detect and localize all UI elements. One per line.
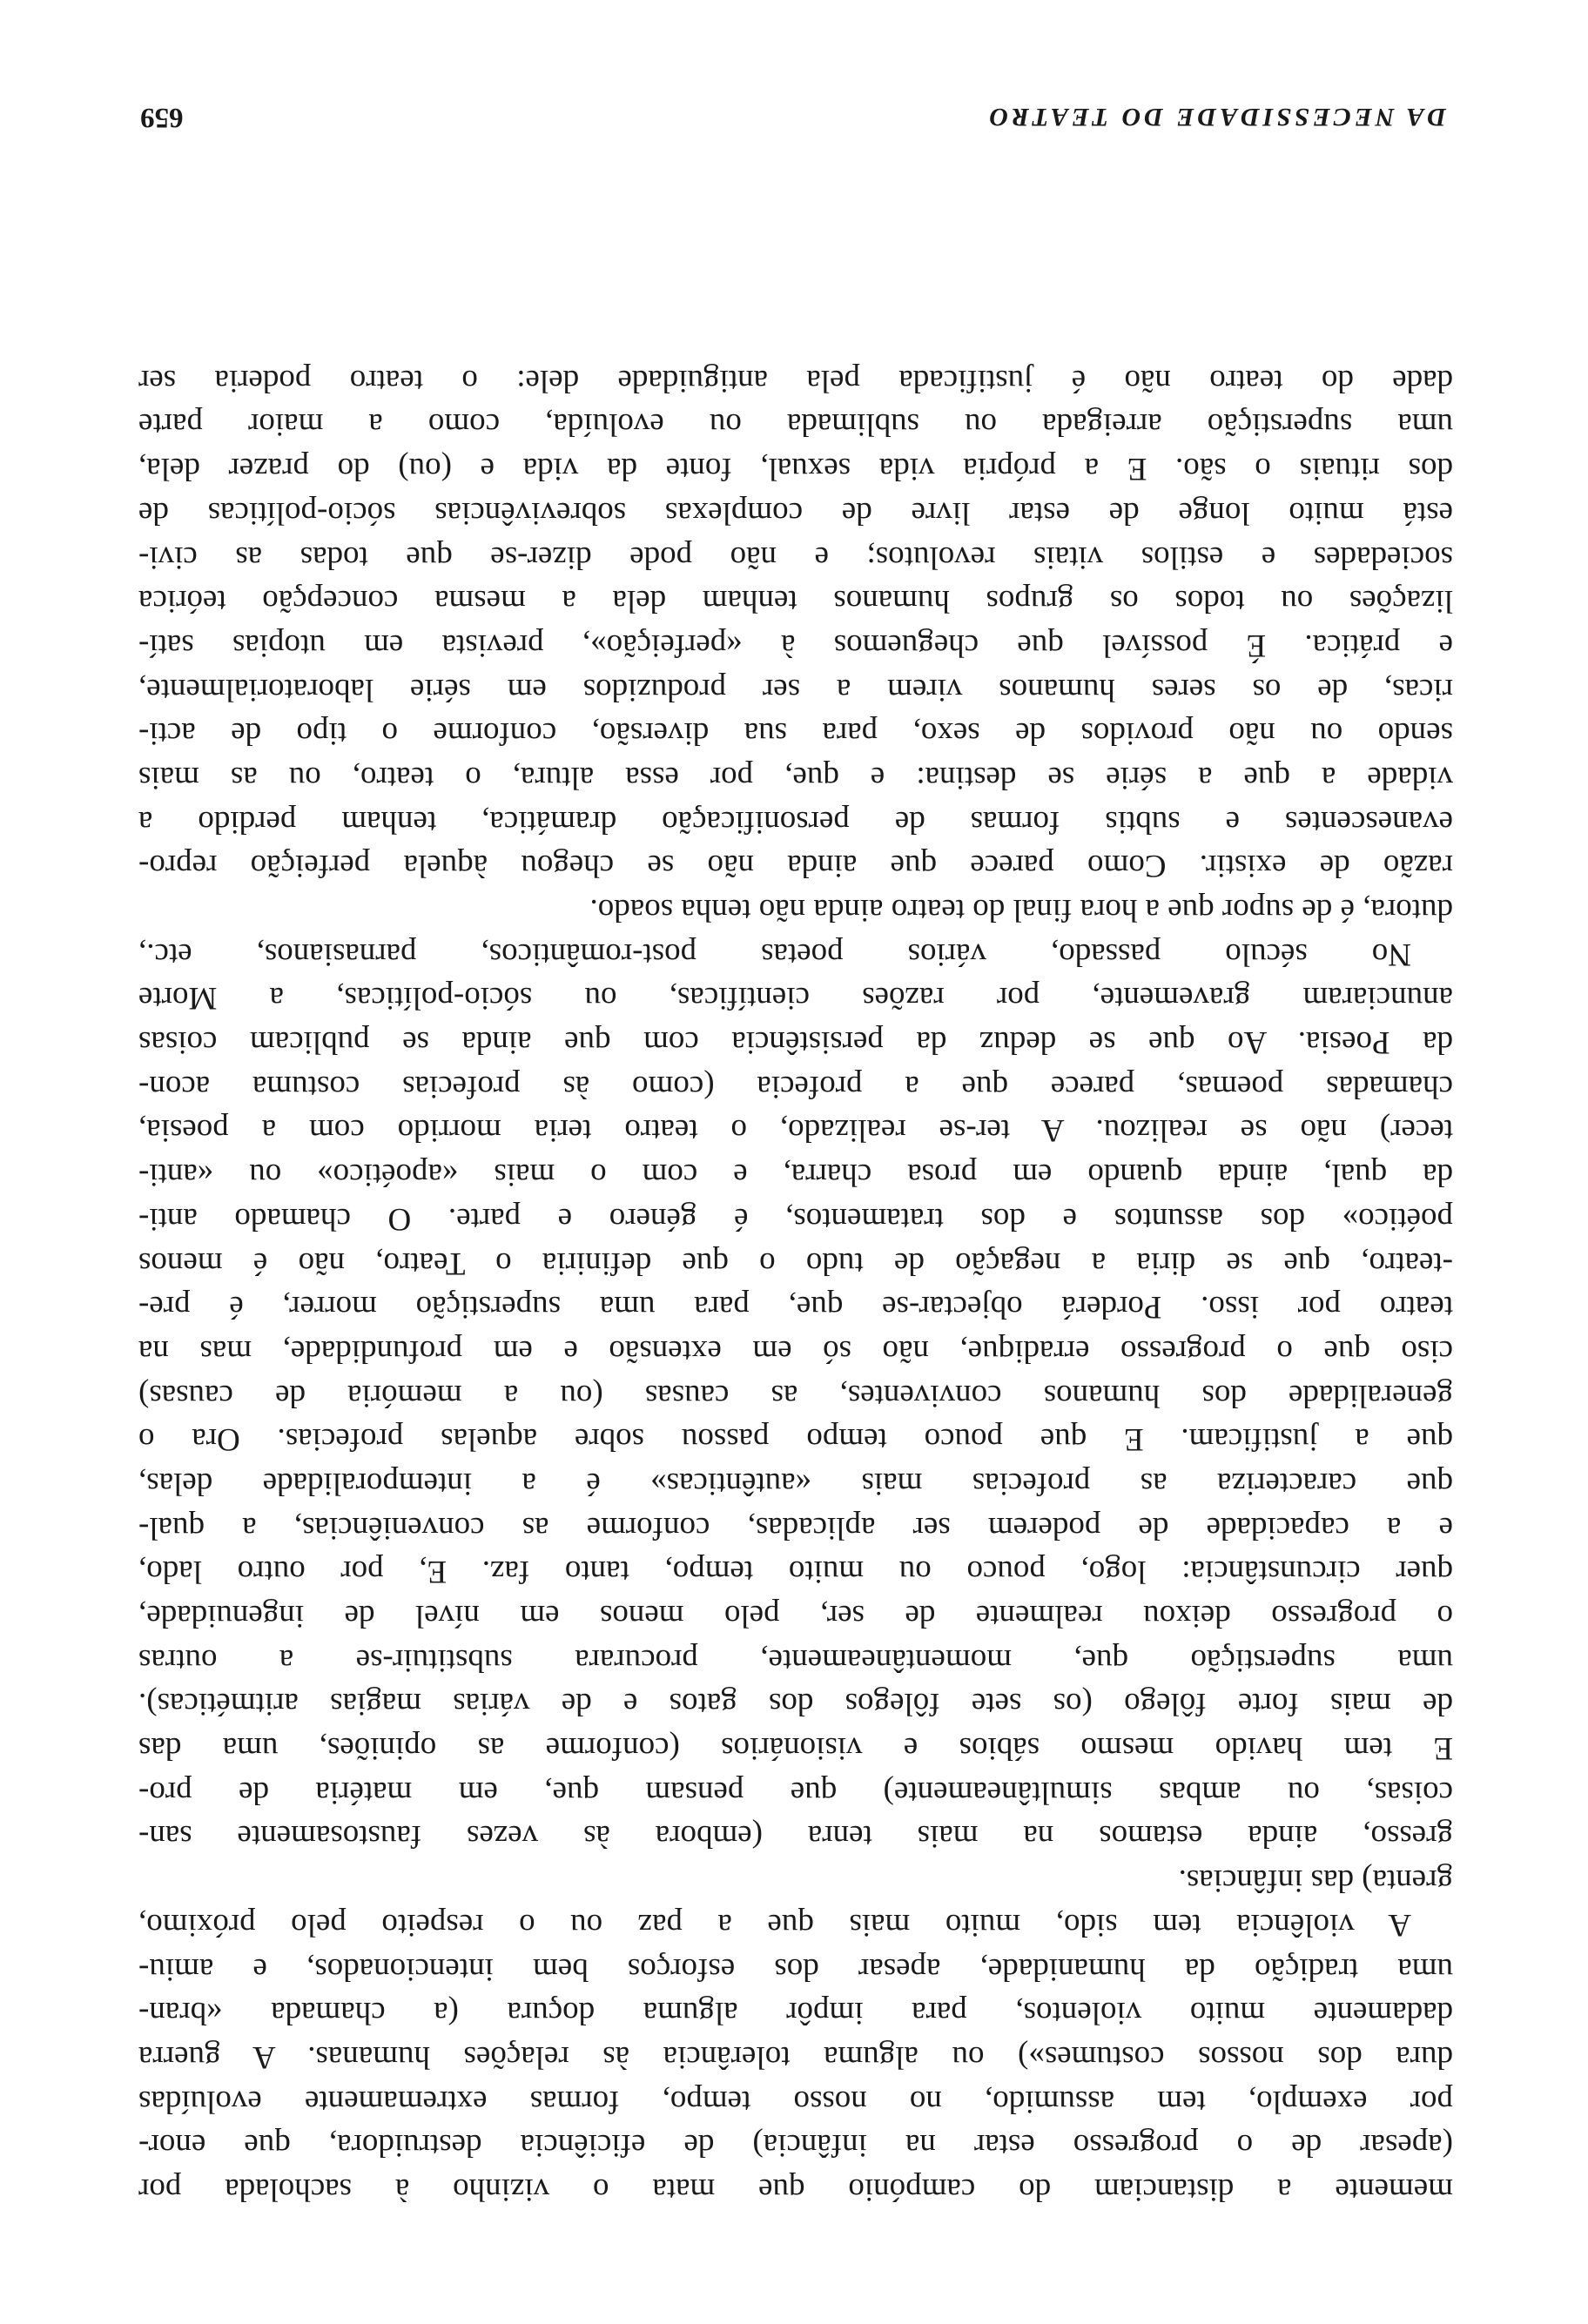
text-line: sociedades e estilos vitais revolutos; e não pode dizer-se que todas as civi-: [138, 539, 1453, 575]
text-line: ciso que o progresso erradique, não só em extensão e em profundidade, mas na: [138, 1333, 1453, 1369]
text-line: sendo ou não providos de sexo, para sua diversão, conforme o tipo de acti-: [138, 715, 1453, 752]
text-line: quer circunstância: logo, pouco ou muito tempo, tanto faz. E, por outro lado,: [138, 1554, 1453, 1590]
text-line: tecer) não se realizou. A ter-se realizado, o teatro teria morrido com a poesia,: [138, 1112, 1453, 1149]
text-line: está muito longe de estar livre de complexas sobrevivências sócio-políticas de: [138, 494, 1453, 531]
text-line: e a capacidade de poderem ser aplicadas, conforme as conveniências, a qual-: [138, 1509, 1453, 1546]
text-line: da Poesia. Ao que se deduz da persistência com que ainda se publicam coisas: [138, 1024, 1453, 1061]
page-header: [140, 101, 1446, 133]
running-head: DA NECESSIDADE DO TEATRO: [986, 103, 1446, 131]
text-line: evanescentes e subtis formas de personificação dramática, tenham perdido a: [138, 803, 1453, 840]
text-line: razão de existir. Como parece que ainda não se chegou àquela perfeição repro-: [138, 848, 1453, 884]
text-line: anunciaram gravemente, por razões científicas, ou sócio-políticas, a Morte: [138, 980, 1453, 1017]
text-line: (apesar de o progresso estar na infância) de eficiência destruidora, que enor-: [138, 2127, 1453, 2164]
text-line: gresso, ainda estamos na mais tenra (embora às vezes faustosamente san-: [138, 1818, 1453, 1855]
text-line: dura dos nossos costumes») ou alguma tolerância às relações humanas. A guerra: [138, 2039, 1453, 2075]
text-line: generalidade dos humanos conviventes, as causas (ou a memória de causas): [138, 1377, 1453, 1414]
text-line: o progresso deixou realmente de ser, pelo menos em nível de ingenuidade,: [138, 1598, 1453, 1635]
text-line: E tem havido mesmo sábios e visionários (conforme as opiniões, uma das: [138, 1730, 1453, 1767]
text-line: memente a distanciam do campónio que mata o vizinho à sacholada por: [138, 2172, 1453, 2207]
page-number: 659: [140, 102, 184, 133]
text-line: teatro por isso. Porderá objectar-se que, para uma superstição morrer, é pre-: [138, 1289, 1453, 1326]
text-line: vidade a que a série se destina: e que, por essa altura, o teatro, ou as mais: [138, 760, 1453, 796]
text-line: uma tradição da humanidade, apesar dos esforços bem intencionados, e amiu-: [138, 1951, 1453, 1987]
text-line: uma superstição arreigada ou sublimada ou evoluída, como a maior parte: [138, 406, 1453, 443]
text-line: ricas, de os seres humanos virem a ser produzidos em série laboratorialmente,: [138, 671, 1453, 708]
text-line: -teatro, que se diria a negação de tudo o que definiria o Teatro, não é menos: [138, 1245, 1453, 1281]
text-line: dutora, é de supor que a hora final do teatro ainda não tenha soado.: [589, 892, 1453, 929]
body-text: [138, 358, 1453, 2211]
text-line: poético» dos assuntos e dos tratamentos, é género e parte. O chamado anti-: [138, 1200, 1453, 1237]
text-line: que a justificam. E que pouco tempo passou sobre aquelas profecias. Ora o: [138, 1421, 1453, 1458]
text-line: coisas, ou ambas simultâneamente) que pensam que, em matéria de pro-: [138, 1774, 1453, 1810]
text-line: dadamente muito violentos, para impôr alguma doçura (a chamada «bran-: [138, 1995, 1453, 2032]
text-line: lizações ou todos os grupos humanos tenham dela a mesma concepção teórica: [138, 583, 1453, 620]
text-line: e prática. É possível que cheguemos à «perfeição», prevista em utopias satí-: [138, 627, 1453, 663]
text-line: por exemplo, tem assumido, no nosso tempo, formas extremamente evoluídas: [138, 2083, 1453, 2119]
text-line: No século passado, vários poetas post-românticos, parnasianos, etc.,: [138, 936, 1411, 972]
text-line: grenta) das infâncias.: [1178, 1863, 1453, 1899]
text-line: dade do teatro não é justificada pela antiguidade dele: o teatro poderia ser: [138, 362, 1453, 399]
text-line: uma superstição que, momentâneamente, procurara substituir-se a outras: [138, 1642, 1453, 1678]
text-line: chamadas poemas, parece que a profecia (como às profecias costuma acon-: [138, 1068, 1453, 1105]
text-line: A violência tem sido, muito mais que a paz ou o respeito pelo próximo,: [138, 1906, 1411, 1943]
text-line: dos rituais o são. E a própria vida sexual, fonte da vida e (ou) do prazer dela,: [138, 451, 1453, 487]
text-line: de mais forte fôlego (os sete fôlegos dos gatos e de várias magias aritméticas).: [138, 1686, 1453, 1723]
text-line: que caracteriza as profecias mais «autênticas» é a intemporalidade delas,: [138, 1466, 1453, 1501]
text-line: da qual, ainda quando em prosa charra, e com o mais «apoético» ou «anti-: [138, 1157, 1453, 1193]
